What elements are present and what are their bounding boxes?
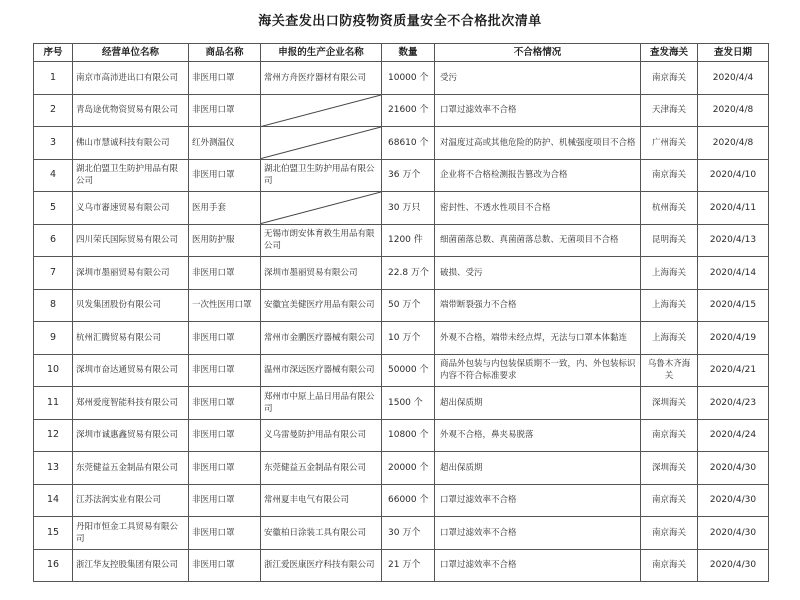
cell-quantity: 30 万只 [382, 192, 435, 225]
cell-no: 14 [34, 484, 73, 517]
cell-manufacturer: 温州市深远医疗器械有限公司 [261, 354, 382, 387]
cell-issue: 对温度过高或其他危险的防护、机械强度项目不合格 [435, 127, 641, 160]
cell-product: 医用防护服 [189, 224, 261, 257]
cell-customs: 南京海关 [641, 159, 698, 192]
noncompliant-batches-table [33, 43, 769, 582]
cell-quantity: 68610 个 [382, 127, 435, 160]
cell-product: 红外测温仪 [189, 127, 261, 160]
header-manufacturer: 申报的生产企业名称 [261, 44, 382, 62]
cell-operator: 南京市高沛进出口有限公司 [73, 62, 189, 95]
cell-operator: 东莞健益五金制品有限公司 [73, 452, 189, 485]
cell-date: 2020/4/15 [698, 289, 769, 322]
cell-product: 非医用口罩 [189, 484, 261, 517]
cell-customs: 深圳海关 [641, 452, 698, 485]
cell-quantity: 36 万个 [382, 159, 435, 192]
cell-no: 1 [34, 62, 73, 95]
cell-operator: 深圳市墨丽贸易有限公司 [73, 257, 189, 290]
cell-quantity: 1200 件 [382, 224, 435, 257]
table-row [34, 452, 769, 485]
table-row [34, 192, 769, 225]
table-row [34, 62, 769, 95]
cell-customs: 深圳海关 [641, 387, 698, 420]
diagonal-slash [261, 192, 381, 224]
cell-no: 13 [34, 452, 73, 485]
cell-customs: 南京海关 [641, 549, 698, 582]
cell-product: 非医用口罩 [189, 354, 261, 387]
cell-manufacturer: 东莞健益五金制品有限公司 [261, 452, 382, 485]
table-row [34, 387, 769, 420]
table-row [34, 159, 769, 192]
table-row [34, 484, 769, 517]
header-date: 查发日期 [698, 44, 769, 62]
cell-issue: 端带断裂强力不合格 [435, 289, 641, 322]
cell-manufacturer: 常州方舟医疗器材有限公司 [261, 62, 382, 95]
cell-quantity: 22.8 万个 [382, 257, 435, 290]
cell-product: 非医用口罩 [189, 257, 261, 290]
cell-quantity: 21600 个 [382, 94, 435, 127]
cell-customs: 杭州海关 [641, 192, 698, 225]
cell-date: 2020/4/30 [698, 517, 769, 550]
cell-customs: 上海海关 [641, 289, 698, 322]
cell-no: 5 [34, 192, 73, 225]
cell-operator: 郑州爱度智能科技有限公司 [73, 387, 189, 420]
cell-date: 2020/4/19 [698, 322, 769, 355]
cell-issue: 商品外包装与内包装保质期不一致，内、外包装标识内容不符合标准要求 [435, 354, 641, 387]
cell-product: 非医用口罩 [189, 94, 261, 127]
cell-customs: 乌鲁木齐海关 [641, 354, 698, 387]
cell-operator: 义乌市審速贸易有限公司 [73, 192, 189, 225]
table-row [34, 289, 769, 322]
cell-product: 非医用口罩 [189, 549, 261, 582]
cell-manufacturer: 常州夏丰电气有限公司 [261, 484, 382, 517]
cell-issue: 外观不合格，鼻夹易脱落 [435, 419, 641, 452]
cell-no: 4 [34, 159, 73, 192]
cell-customs: 南京海关 [641, 484, 698, 517]
page-title: 海关查发出口防疫物资质量安全不合格批次清单 [258, 14, 542, 29]
table-row [34, 549, 769, 582]
cell-issue: 细菌菌落总数、真菌菌落总数、无菌项目不合格 [435, 224, 641, 257]
cell-customs: 昆明海关 [641, 224, 698, 257]
table-row [34, 94, 769, 127]
cell-quantity: 50000 个 [382, 354, 435, 387]
cell-quantity: 66000 个 [382, 484, 435, 517]
cell-operator: 丹阳市恒金工具贸易有限公司 [73, 517, 189, 550]
cell-quantity: 20000 个 [382, 452, 435, 485]
cell-no: 2 [34, 94, 73, 127]
cell-operator: 深圳市诚惠鑫贸易有限公司 [73, 419, 189, 452]
diagonal-slash [261, 127, 381, 159]
cell-quantity: 10800 个 [382, 419, 435, 452]
cell-manufacturer: 安徽宜美健医疗用品有限公司 [261, 289, 382, 322]
cell-product: 非医用口罩 [189, 419, 261, 452]
cell-date: 2020/4/4 [698, 62, 769, 95]
table-row [34, 419, 769, 452]
cell-customs: 天津海关 [641, 94, 698, 127]
cell-manufacturer-empty [261, 94, 382, 127]
cell-product: 一次性医用口罩 [189, 289, 261, 322]
cell-issue: 口罩过滤效率不合格 [435, 484, 641, 517]
cell-date: 2020/4/11 [698, 192, 769, 225]
cell-manufacturer: 浙江爱医康医疗科技有限公司 [261, 549, 382, 582]
table-row [34, 517, 769, 550]
cell-manufacturer: 常州市金鹏医疗器械有限公司 [261, 322, 382, 355]
cell-no: 16 [34, 549, 73, 582]
cell-date: 2020/4/21 [698, 354, 769, 387]
cell-operator: 青岛途优物资贸易有限公司 [73, 94, 189, 127]
cell-date: 2020/4/13 [698, 224, 769, 257]
cell-issue: 口罩过滤效率不合格 [435, 94, 641, 127]
cell-quantity: 10000 个 [382, 62, 435, 95]
cell-date: 2020/4/30 [698, 452, 769, 485]
cell-date: 2020/4/8 [698, 94, 769, 127]
cell-date: 2020/4/24 [698, 419, 769, 452]
header-no: 序号 [34, 44, 73, 62]
cell-quantity: 50 万个 [382, 289, 435, 322]
cell-manufacturer: 深圳市墨丽贸易有限公司 [261, 257, 382, 290]
cell-manufacturer: 湖北伯盟卫生防护用品有限公司 [261, 159, 382, 192]
cell-no: 3 [34, 127, 73, 160]
cell-issue: 超出保质期 [435, 387, 641, 420]
cell-operator: 贝发集团股份有限公司 [73, 289, 189, 322]
cell-product: 医用手套 [189, 192, 261, 225]
cell-issue: 受污 [435, 62, 641, 95]
cell-date: 2020/4/30 [698, 549, 769, 582]
cell-product: 非医用口罩 [189, 387, 261, 420]
cell-quantity: 21 万个 [382, 549, 435, 582]
cell-operator: 江苏法润实业有限公司 [73, 484, 189, 517]
cell-operator: 湖北伯盟卫生防护用品有限公司 [73, 159, 189, 192]
cell-manufacturer: 无锡市朗安体育救生用品有限公司 [261, 224, 382, 257]
cell-operator: 杭州汇腾贸易有限公司 [73, 322, 189, 355]
cell-no: 9 [34, 322, 73, 355]
cell-operator: 佛山市慧诚科技有限公司 [73, 127, 189, 160]
cell-customs: 广州海关 [641, 127, 698, 160]
table-row [34, 127, 769, 160]
cell-customs: 上海海关 [641, 257, 698, 290]
table-row [34, 224, 769, 257]
diagonal-slash [261, 95, 381, 127]
cell-operator: 深圳市奋达通贸易有限公司 [73, 354, 189, 387]
cell-issue: 破损、受污 [435, 257, 641, 290]
cell-customs: 南京海关 [641, 517, 698, 550]
cell-manufacturer-empty [261, 127, 382, 160]
cell-quantity: 10 万个 [382, 322, 435, 355]
cell-issue: 企业将不合格检测报告篡改为合格 [435, 159, 641, 192]
cell-product: 非医用口罩 [189, 159, 261, 192]
cell-quantity: 30 万个 [382, 517, 435, 550]
cell-product: 非医用口罩 [189, 517, 261, 550]
cell-issue: 口罩过滤效率不合格 [435, 517, 641, 550]
cell-customs: 南京海关 [641, 419, 698, 452]
table-row [34, 257, 769, 290]
cell-product: 非医用口罩 [189, 62, 261, 95]
cell-customs: 南京海关 [641, 62, 698, 95]
cell-date: 2020/4/23 [698, 387, 769, 420]
header-quantity: 数量 [382, 44, 435, 62]
header-customs: 查发海关 [641, 44, 698, 62]
cell-operator: 四川荣氏国际贸易有限公司 [73, 224, 189, 257]
cell-date: 2020/4/14 [698, 257, 769, 290]
table-row [34, 322, 769, 355]
cell-date: 2020/4/8 [698, 127, 769, 160]
cell-quantity: 1500 个 [382, 387, 435, 420]
cell-no: 12 [34, 419, 73, 452]
cell-manufacturer: 义乌雷曼防护用品有限公司 [261, 419, 382, 452]
cell-product: 非医用口罩 [189, 322, 261, 355]
cell-customs: 上海海关 [641, 322, 698, 355]
cell-date: 2020/4/30 [698, 484, 769, 517]
header-issue: 不合格情况 [435, 44, 641, 62]
cell-issue: 口罩过滤效率不合格 [435, 549, 641, 582]
cell-no: 15 [34, 517, 73, 550]
cell-no: 7 [34, 257, 73, 290]
cell-date: 2020/4/10 [698, 159, 769, 192]
cell-manufacturer: 郑州市中原上品日用品有限公司 [261, 387, 382, 420]
cell-manufacturer: 安徽柏日涂装工具有限公司 [261, 517, 382, 550]
header-row [34, 44, 769, 62]
cell-no: 6 [34, 224, 73, 257]
cell-no: 8 [34, 289, 73, 322]
cell-product: 非医用口罩 [189, 452, 261, 485]
cell-no: 10 [34, 354, 73, 387]
cell-issue: 外观不合格，端带未经点焊，无法与口罩本体黏连 [435, 322, 641, 355]
header-operator: 经营单位名称 [73, 44, 189, 62]
cell-issue: 密封性、不透水性项目不合格 [435, 192, 641, 225]
cell-issue: 超出保质期 [435, 452, 641, 485]
cell-operator: 浙江华友控股集团有限公司 [73, 549, 189, 582]
cell-manufacturer-empty [261, 192, 382, 225]
table-row [34, 354, 769, 387]
cell-no: 11 [34, 387, 73, 420]
header-product: 商品名称 [189, 44, 261, 62]
